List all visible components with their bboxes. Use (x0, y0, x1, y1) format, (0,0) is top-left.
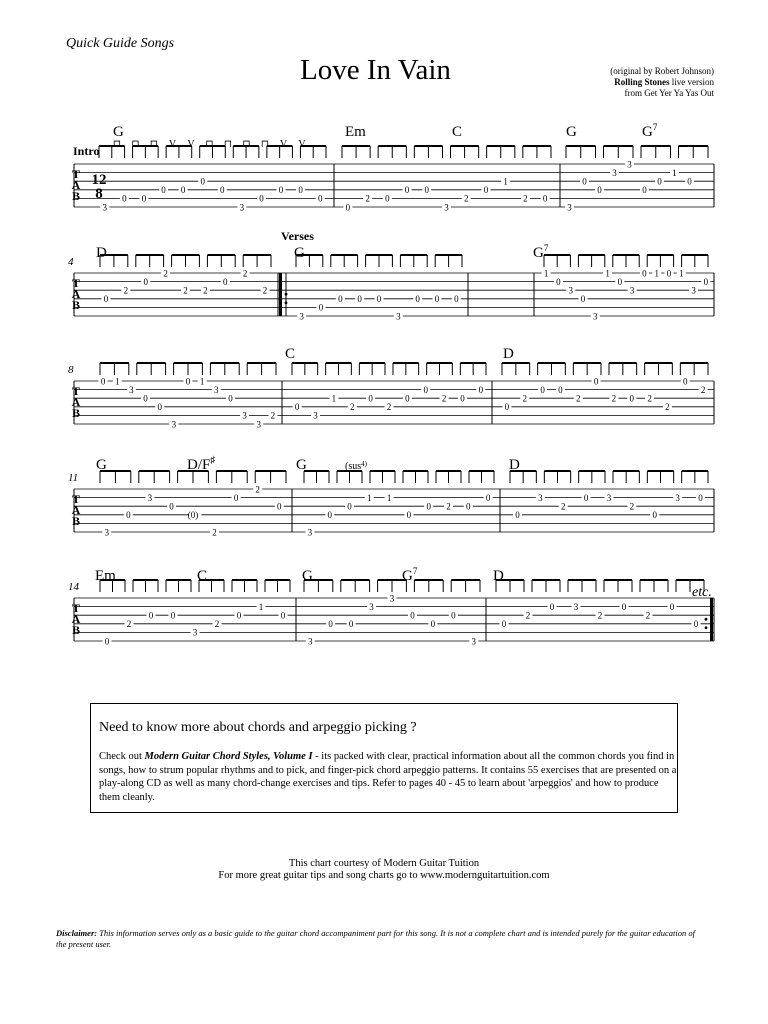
fret-number: 2 (629, 501, 635, 512)
fret-number: 3 (389, 593, 395, 604)
fret-number: 0 (348, 619, 354, 630)
chord-name: D (96, 245, 107, 261)
fret-number: 3 (675, 492, 680, 503)
fret-number: 0 (582, 176, 587, 187)
tab-clef-letter: T (71, 384, 81, 398)
fret-number: 3 (627, 159, 632, 170)
credit-album: from Get Yer Ya Yas Out (624, 88, 714, 98)
fret-number: 0 (368, 393, 373, 404)
fret-number: 0 (687, 176, 692, 187)
chord-name: D (509, 457, 520, 473)
fret-number: 0 (583, 492, 589, 503)
promo-book-title: Modern Guitar Chord Styles, Volume I (144, 751, 313, 762)
fret-number: 3 (299, 311, 304, 322)
fret-number: 3 (242, 410, 247, 421)
chord-name: G (113, 124, 124, 140)
chord-name: Em (345, 124, 366, 140)
fret-number: 3 (573, 601, 579, 612)
fret-number: 3 (612, 167, 617, 178)
fret-number: 0 (328, 619, 333, 630)
fret-number: 0 (657, 176, 662, 187)
tab-clef-letter: A (71, 287, 81, 301)
fret-number: 0 (540, 384, 545, 395)
fret-number: 0 (501, 619, 507, 630)
fret-number: 2 (441, 393, 447, 404)
website-line: For more great guitar tips and song charts go to www.modernguitartuition.com (218, 870, 550, 881)
chord-name: Em (95, 568, 116, 584)
fret-number: 2 (523, 193, 528, 204)
strum-direction-mark: ⊓ (223, 139, 233, 150)
tab-clef-letter: B (71, 406, 81, 420)
fret-number: 0 (143, 276, 148, 287)
fret-number: 0 (666, 268, 672, 279)
fret-number: 0 (642, 185, 647, 196)
chord-name: $G^7$ (402, 566, 418, 584)
fret-number: 0 (424, 185, 430, 196)
fret-number: 1 (367, 492, 372, 503)
fret-number: 3 (192, 627, 198, 638)
chord-name: C (285, 346, 296, 362)
final-repeat-barline (710, 598, 713, 641)
brand-label: Quick Guide Songs (66, 36, 175, 51)
tab-system-1 (72, 122, 714, 212)
promo-intro: Check out (99, 751, 145, 762)
fret-number: 2 (700, 384, 706, 395)
chord-superscript: 7 (652, 122, 658, 132)
courtesy-line: This chart courtesy of Modern Guitar Tuition (288, 858, 480, 869)
strum-direction-mark: ⊓ (112, 139, 122, 150)
fret-number: 2 (242, 268, 248, 279)
fret-number: 0 (693, 619, 699, 630)
strum-direction-mark: V (279, 139, 288, 150)
fret-number: 2 (611, 393, 617, 404)
fret-number: 0 (185, 376, 191, 387)
fret-number: 2 (214, 619, 220, 630)
fret-number: 0 (556, 276, 561, 287)
chord-superscript: 4) (361, 460, 367, 468)
repeat-dot (705, 626, 708, 629)
fret-number: 3 (629, 285, 635, 296)
fret-number: 3 (538, 492, 543, 503)
fret-number: 2 (163, 268, 168, 279)
disclaimer (56, 928, 696, 949)
chord-name: C (197, 568, 208, 584)
fret-number: 2 (386, 402, 392, 413)
fret-number: 0 (148, 610, 154, 621)
fret-number: 0 (161, 185, 166, 196)
fret-number: 3 (691, 285, 696, 296)
strum-direction-mark: V (168, 139, 177, 150)
fret-number: 3 (606, 492, 612, 503)
song-title: Love In Vain (300, 54, 451, 86)
fret-number: 0 (504, 402, 510, 413)
fret-number: 2 (350, 402, 355, 413)
fret-number: 3 (239, 202, 245, 213)
fret-number: 2 (123, 285, 129, 296)
fret-number: 3 (396, 311, 401, 322)
promo-box (90, 703, 678, 813)
disclaimer-label: Disclaimer: (56, 928, 98, 938)
fret-number: 0 (460, 393, 465, 404)
fret-number: 0 (276, 501, 282, 512)
fret-number: 3 (568, 285, 573, 296)
fret-number: 3 (471, 636, 477, 647)
disclaimer-text: This information serves only as a basic guide to the guitar chord accompaniment part for this song. It is not a complete chart and is intended purely for the guitar education of the present user. (56, 928, 695, 949)
fret-number: 0 (104, 636, 110, 647)
fret-number: 0 (451, 610, 456, 621)
fret-number: 0 (617, 276, 623, 287)
fret-number: 0 (318, 302, 324, 313)
measure-number: 8 (68, 364, 74, 376)
credit-original: (original by Robert Johnson) (610, 66, 714, 76)
fret-number: 0 (485, 492, 491, 503)
chord-name: $G^7$ (533, 243, 549, 261)
tab-clef-letter: T (71, 492, 81, 506)
fret-number: 1 (199, 376, 205, 387)
fret-number: 3 (567, 202, 572, 213)
fret-number: 0 (122, 193, 127, 204)
fret-number: 0 (430, 619, 436, 630)
tab-system-2 (68, 229, 714, 321)
repeat-barline (279, 273, 282, 316)
fret-number: 0 (228, 393, 233, 404)
chord-name: G (296, 457, 307, 473)
fret-number: 0 (259, 193, 264, 204)
fret-number: 3 (171, 419, 177, 430)
fret-number: 3 (102, 202, 108, 213)
fret-number: 0 (652, 510, 658, 521)
chord-name: D/F♯ (187, 455, 216, 473)
tab-clef-letter: B (71, 514, 81, 528)
chord-name: D (493, 568, 504, 584)
strum-direction-mark: V (298, 139, 306, 150)
tab-clef-letter: T (71, 167, 81, 181)
section-label: Intro (73, 144, 100, 158)
chord-accidental: ♯ (210, 455, 216, 466)
fret-number: 0 (180, 185, 186, 196)
fret-number: 2 (212, 527, 217, 538)
fret-number: 0 (642, 268, 647, 279)
time-signature-top: 12 (91, 172, 107, 188)
fret-number: 0 (200, 176, 205, 187)
measure-number: 14 (68, 581, 79, 593)
fret-number: 0 (593, 376, 599, 387)
tab-clef-letter: A (71, 395, 81, 409)
fret-number: 2 (262, 285, 268, 296)
time-signature-bottom: 8 (95, 186, 103, 202)
fret-number: 0 (100, 376, 106, 387)
fret-number: 2 (522, 393, 527, 404)
fret-number: 0 (542, 193, 548, 204)
chord-name: G (96, 457, 107, 473)
etc-label: etc. (692, 585, 712, 600)
fret-number: 3 (307, 527, 313, 538)
chord-name: G (566, 124, 577, 140)
fret-number: 0 (169, 501, 174, 512)
fret-number: 0 (338, 294, 343, 305)
fret-number: 0 (406, 510, 412, 521)
tab-clef-letter: T (71, 601, 81, 615)
fret-number: 0 (466, 501, 471, 512)
fret-number: 0 (454, 294, 459, 305)
fret-number: 3 (444, 202, 449, 213)
tab-clef-letter: B (71, 298, 81, 312)
fret-number: 1 (679, 268, 684, 279)
strum-direction-mark: ⊓ (242, 139, 251, 150)
fret-number: 0 (683, 376, 688, 387)
fret-number: 0 (327, 510, 332, 521)
fret-number: 0 (294, 402, 300, 413)
fret-number: 3 (104, 527, 110, 538)
fret-number: 0 (580, 294, 586, 305)
fret-number: 0 (317, 193, 323, 204)
fret-number: 0 (376, 294, 382, 305)
fret-number: 3 (147, 492, 153, 503)
fret-number: 1 (672, 167, 677, 178)
fret-number: 0 (236, 610, 242, 621)
fret-number: 2 (665, 402, 670, 413)
fret-number: 0 (345, 202, 351, 213)
strum-direction-mark: V (187, 139, 195, 150)
fret-number: 0 (298, 185, 303, 196)
fret-number: 3 (593, 311, 598, 322)
fret-number: 1 (654, 268, 659, 279)
fret-number: 0 (621, 601, 627, 612)
promo-body (99, 750, 677, 804)
strum-direction-mark: ⊓ (205, 139, 214, 150)
fret-number: 0 (483, 185, 489, 196)
fret-number: 0 (549, 601, 555, 612)
repeat-dot (285, 301, 288, 304)
fret-number: 0 (597, 185, 602, 196)
measure-number: 4 (68, 256, 74, 268)
fret-number: 1 (114, 376, 120, 387)
credit-version: live version (671, 77, 714, 87)
tab-system-3 (68, 346, 714, 429)
fret-number: 3 (256, 419, 262, 430)
fret-number: 0 (426, 501, 431, 512)
strum-direction-mark: ⊓ (131, 139, 140, 150)
tab-clef-letter: B (71, 189, 81, 203)
fret-number: 1 (258, 601, 264, 612)
fret-number: 1 (331, 393, 337, 404)
fret-number: 0 (143, 393, 148, 404)
fret-number: 0 (141, 193, 147, 204)
chord-name: C (452, 124, 463, 140)
strum-direction-mark: ⊓ (260, 139, 270, 150)
section-label: Verses (281, 229, 314, 243)
fret-number: 2 (446, 501, 451, 512)
fret-number: 0 (404, 185, 410, 196)
fret-number: 0 (357, 294, 362, 305)
fret-number: 3 (129, 384, 134, 395)
repeat-dot (285, 293, 288, 296)
fret-number: 2 (645, 610, 651, 621)
fret-number: 2 (463, 193, 469, 204)
fret-number: 3 (307, 636, 313, 647)
fret-number: 0 (280, 610, 286, 621)
chord-name: D (503, 346, 514, 362)
fret-number: 0 (170, 610, 176, 621)
fret-number: (0) (187, 510, 199, 521)
promo-text: - its packed with clear, practical information about all the common chords you find in songs, how to strum popular rhythms and to pick, and finger-pick chord arpeggio patterns. It contains 55 exercises that are presented on a play-along CD as well as many chord-change exercises and tips. Refer to pages 40 - 45 to learn about 'arpeggios' and how to produce them cleanly. (99, 751, 677, 803)
fret-number: 0 (405, 393, 410, 404)
chord-name: G (302, 568, 313, 584)
tab-clef-letter: A (71, 178, 81, 192)
chord-superscript: 7 (543, 243, 549, 253)
fret-number: 1 (386, 492, 392, 503)
fret-number: 3 (214, 384, 219, 395)
fret-number: 0 (669, 601, 675, 612)
tab-clef-letter: T (71, 276, 81, 290)
fret-number: 2 (576, 393, 581, 404)
fret-number: 2 (365, 193, 370, 204)
tab-system-5 (68, 566, 714, 646)
fret-number: 0 (385, 193, 390, 204)
fret-number: 3 (369, 601, 374, 612)
fret-number: 1 (543, 268, 549, 279)
fret-number: 0 (629, 393, 634, 404)
fret-number: 2 (183, 285, 188, 296)
fret-number: 2 (203, 285, 208, 296)
chord-superscript: 7 (412, 566, 418, 576)
fret-number: 2 (255, 484, 260, 495)
fret-number: 0 (157, 402, 162, 413)
fret-number: 0 (103, 294, 109, 305)
fret-number: 0 (220, 185, 225, 196)
fret-number: 2 (597, 610, 603, 621)
fret-number: 0 (223, 276, 228, 287)
fret-number: 0 (423, 384, 428, 395)
fret-number: 2 (560, 501, 566, 512)
repeat-dot (705, 618, 708, 621)
fret-number: 0 (703, 276, 709, 287)
fret-number: 0 (410, 610, 415, 621)
fret-number: 0 (347, 501, 352, 512)
fret-number: 0 (278, 185, 284, 196)
strum-direction-mark: ⊓ (149, 139, 159, 150)
fret-number: 0 (558, 384, 563, 395)
measure-number: 11 (68, 472, 79, 484)
fret-number: 2 (126, 619, 132, 630)
fret-number: 0 (233, 492, 239, 503)
fret-number: 0 (126, 510, 131, 521)
courtesy-note (0, 858, 768, 882)
fret-number: 2 (270, 410, 276, 421)
chord-name: G (294, 245, 305, 261)
fret-number: 3 (313, 410, 318, 421)
fret-number: 0 (415, 294, 420, 305)
fret-number: 2 (525, 610, 531, 621)
promo-heading: Need to know more about chords and arpeggio picking ? (99, 720, 417, 735)
tab-clef-letter: A (71, 503, 81, 517)
fret-number: 2 (647, 393, 652, 404)
fret-number: 0 (434, 294, 440, 305)
fret-number: 1 (605, 268, 610, 279)
fret-number: 0 (515, 510, 520, 521)
chord-name: (sus$^{4)}$ (345, 460, 367, 472)
chord-name: $G^7$ (642, 122, 658, 140)
fret-number: 0 (478, 384, 484, 395)
tab-clef-letter: B (71, 623, 81, 637)
fret-number: 0 (698, 492, 703, 503)
credit-artist: Rolling Stones (614, 77, 670, 87)
tab-clef-letter: A (71, 612, 81, 626)
fret-number: 1 (503, 176, 508, 187)
tab-system-4 (68, 455, 714, 537)
